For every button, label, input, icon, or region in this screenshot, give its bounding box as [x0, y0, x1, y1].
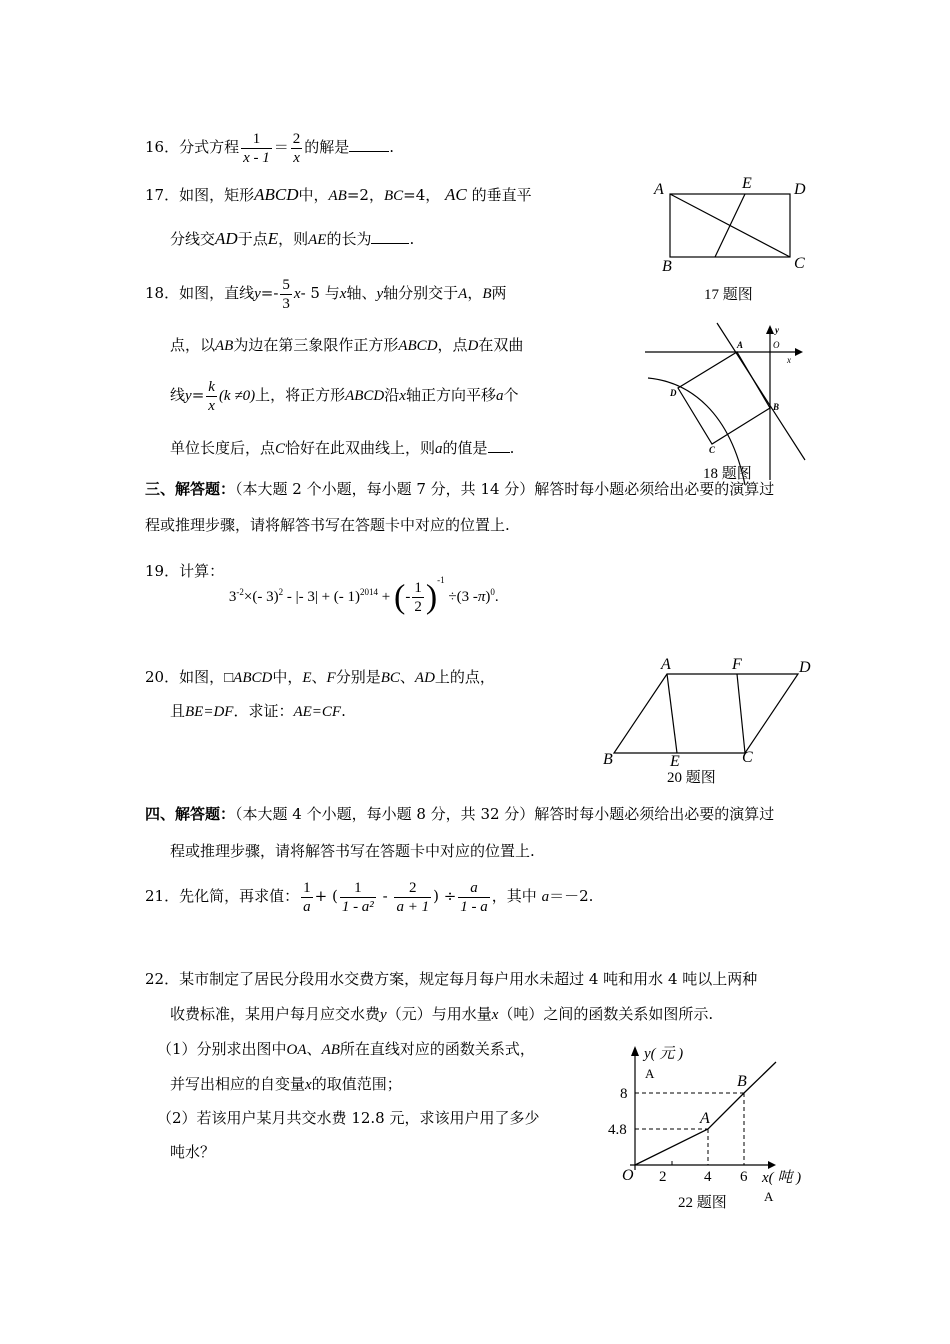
segment-ae [667, 674, 677, 753]
parallelogram-abcd [614, 674, 798, 753]
figure-caption: 20 题图 [667, 770, 716, 786]
x-axis-arrow [795, 348, 803, 356]
figure-caption: 18 题图 [703, 466, 752, 482]
x-axis-arrow [768, 1161, 776, 1169]
figure-caption: 17 题图 [704, 287, 753, 303]
segment-cf [737, 674, 745, 753]
label-y: y [775, 325, 779, 335]
label-a: A [737, 340, 744, 350]
question-18-line2: 点，以AB为边在第三象限作正方形ABCD，点D在双曲 [170, 336, 524, 354]
label-e: E [742, 175, 752, 192]
section-4-line2: 程或推理步骤，请将解答书写在答题卡中对应的位置上. [170, 842, 535, 860]
question-18-line4: 单位长度后，点C恰好在此双曲线上，则a的值是 . [170, 439, 515, 457]
label-b: B [773, 402, 780, 412]
label-b: B [662, 258, 672, 275]
label-b: B [603, 751, 613, 768]
question-22-part1: （1）分别求出图中OA、AB所在直线对应的函数关系式， [157, 1040, 535, 1058]
question-20-line1: 20．如图，□ABCD中，E、F分别是BC、AD上的点， [145, 668, 495, 686]
tick-2-label: 2 [659, 1169, 667, 1185]
question-18-line1: 18．如图，直线y=- $\frac{5}{3}$ x- 5 与x轴、y轴分别交于A，B两 [145, 276, 507, 312]
question-22-line2: 收费标准，某用户每月应交水费y（元）与用水量x（吨）之间的函数关系如图所示. [170, 1005, 714, 1023]
perpendicular-bisector [715, 194, 745, 257]
question-21: 21．先化简，再求值： $\frac{1}{a}$ + ( $\frac{1}{\text{1 - a²}}$ - $\frac{2}{a + 1}$ ) ÷ $\frac{a}{1 - a}$ ，其中 a＝－2. [145, 879, 594, 915]
question-18-line3: 线y= $\frac{k}{x}$ (k ≠0)上，将正方形ABCD沿x轴正方向平移a个 [170, 378, 519, 414]
label-d: D [670, 388, 677, 398]
y-axis-arrow [631, 1046, 639, 1056]
label-c: C [794, 255, 805, 272]
section-3-line2: 程或推理步骤，请将解答书写在答题卡中对应的位置上. [145, 516, 510, 534]
section-title: 四、解答题： [145, 805, 236, 823]
figure-17 [648, 172, 818, 307]
label-b: B [737, 1073, 747, 1090]
label-o: O [773, 340, 780, 350]
y-axis-label: y( 元 ) [644, 1046, 684, 1062]
label-d: D [799, 659, 811, 676]
question-17-line1: 17．如图，矩形ABCD中，AB=2，BC=4， AC 的垂直平 [145, 185, 532, 204]
figure-18 [645, 320, 810, 485]
question-22-part2-line2: 吨水？ [170, 1143, 216, 1161]
figure-22 [600, 1040, 815, 1220]
question-19: 19．计算： $3^{-2}\times(-$ 3)$^2$ - |- 3| + (- 1)$^{2014}$ + (- $\frac{1}{2}$ )$^{-1}$ ÷(3 -π)$^0$. [145, 562, 499, 616]
fraction: $\frac{1}{x - 1}$ [243, 130, 270, 166]
section-4-line1: 四、解答题：（本大题 4 个小题，每小题 8 分，共 32 分）解答时每小题必须给出必要的演算过 [145, 805, 775, 823]
label-d: D [794, 181, 806, 198]
question-22-part2: （2）若该用户某月共交水费 12.8 元，求该用户用了多少 [157, 1109, 540, 1127]
tick-4-label: 4 [704, 1169, 712, 1185]
question-22-line1: 22．某市制定了居民分段用水交费方案，规定每月每户用水未超过 4 吨和用水 4 吨以上两种 [145, 970, 758, 988]
figure-20 [600, 652, 820, 792]
label-a: A [700, 1110, 710, 1127]
answer-blank [488, 452, 510, 453]
label-e: E [670, 753, 680, 770]
origin: O [622, 1167, 634, 1184]
label-c: C [742, 749, 753, 766]
label-f: F [732, 656, 742, 673]
label-a: A [661, 656, 671, 673]
answer-blank [349, 151, 389, 152]
y-axis-mark: A [645, 1066, 655, 1081]
question-17-line2: 分线交AD于点E，则AE的长为 . [170, 229, 415, 248]
figure-caption: 22 题图 [678, 1195, 727, 1211]
question-22-part1-line2: 并写出相应的自变量x的取值范围； [170, 1075, 402, 1093]
label-c: C [709, 445, 716, 455]
question-20-line2: 且BE=DF．求证：AE=CF. [170, 702, 346, 720]
section-3-line1: 三、解答题：（本大题 2 个小题，每小题 7 分，共 14 分）解答时每小题必须给出必要的演算过 [145, 480, 775, 498]
answer-blank [371, 243, 409, 244]
tick-8: 8 [620, 1086, 628, 1102]
fraction: $\frac{2}{x}$ [292, 130, 301, 166]
label-a: A [654, 181, 664, 198]
question-number: 16． [145, 138, 180, 156]
x-axis-mark: A [764, 1189, 774, 1204]
x-axis-label: x( 吨 ) [762, 1170, 802, 1186]
question-16: 16．分式方程 $\frac{1}{x - 1}$ ＝ $\frac{2}{x}$ 的解是 . [145, 130, 395, 166]
label-x: x [787, 355, 791, 365]
section-title: 三、解答题： [145, 480, 236, 498]
y-axis-arrow [766, 325, 774, 334]
square-abcd [678, 352, 770, 444]
tick-6-label: 6 [740, 1169, 748, 1185]
tick-4-8: 4.8 [608, 1122, 627, 1138]
